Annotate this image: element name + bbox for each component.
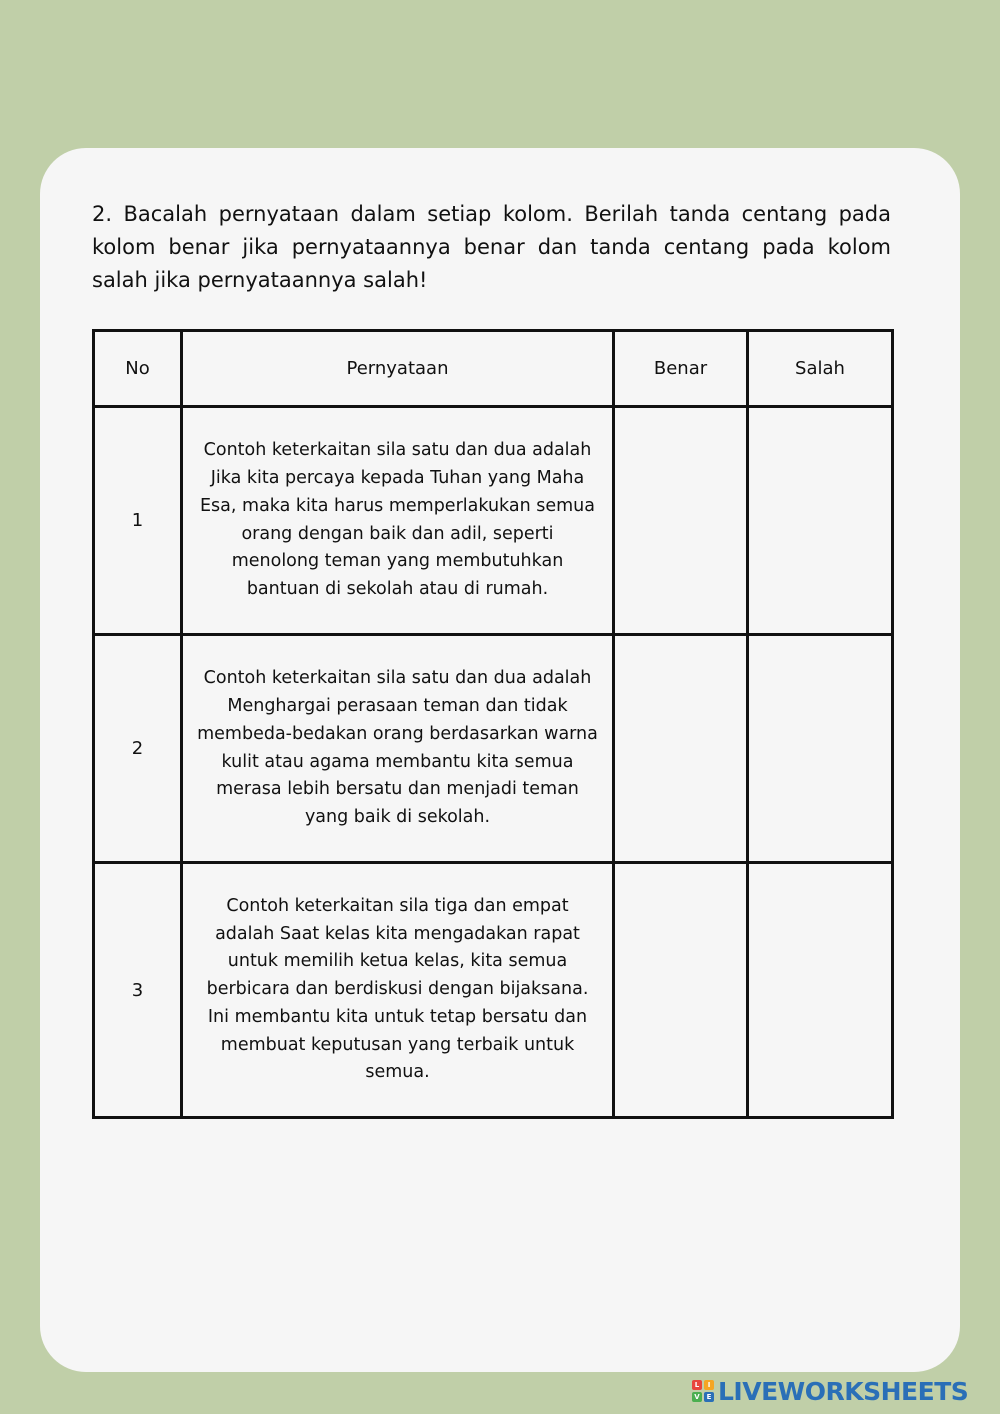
false-checkbox-cell[interactable] xyxy=(748,635,893,863)
brand-name: LIVEWORKSHEETS xyxy=(718,1376,969,1406)
table-row xyxy=(94,635,893,863)
row-number: 3 xyxy=(94,863,182,1118)
logo-letter: V xyxy=(692,1392,702,1402)
true-checkbox-cell[interactable] xyxy=(614,863,748,1118)
row-statement: Contoh keterkaitan sila satu dan dua adalah Menghargai perasaan teman dan tidak membeda-bedakan orang berdasarkan warna kulit atau agama membantu kita semua merasa lebih bersatu dan menjadi teman yang baik di sekolah. xyxy=(182,635,614,863)
row-number: 1 xyxy=(94,407,182,635)
false-checkbox-cell[interactable] xyxy=(748,863,893,1118)
true-checkbox-cell[interactable] xyxy=(614,407,748,635)
header-no: No xyxy=(94,331,182,407)
table-row xyxy=(94,863,893,1118)
logo-letter: I xyxy=(704,1380,714,1390)
liveworksheets-logo-icon xyxy=(692,1380,714,1402)
logo-letter: L xyxy=(692,1380,702,1390)
instruction-text: 2. Bacalah pernyataan dalam setiap kolom. Berilah tanda centang pada kolom benar jika pernyataannya benar dan tanda centang pada kolom salah jika pernyataannya salah! xyxy=(92,202,891,292)
row-number: 2 xyxy=(94,635,182,863)
liveworksheets-brand[interactable] xyxy=(692,1376,968,1406)
row-statement: Contoh keterkaitan sila satu dan dua adalah Jika kita percaya kepada Tuhan yang Maha Esa, maka kita harus memperlakukan semua orang dengan baik dan adil, seperti menolong teman yang membutuhkan bantuan di sekolah atau di rumah. xyxy=(182,407,614,635)
row-statement: Contoh keterkaitan sila tiga dan empat adalah Saat kelas kita mengadakan rapat untuk memilih ketua kelas, kita semua berbicara dan berdiskusi dengan bijaksana. Ini membantu kita untuk tetap bersatu dan membuat keputusan yang terbaik untuk semua. xyxy=(182,863,614,1118)
statement-table xyxy=(92,329,894,1119)
header-false: Salah xyxy=(748,331,893,407)
true-checkbox-cell[interactable] xyxy=(614,635,748,863)
table-header-row xyxy=(94,331,893,407)
false-checkbox-cell[interactable] xyxy=(748,407,893,635)
table-row xyxy=(94,407,893,635)
header-statement: Pernyataan xyxy=(182,331,614,407)
header-true: Benar xyxy=(614,331,748,407)
logo-letter: E xyxy=(704,1392,714,1402)
